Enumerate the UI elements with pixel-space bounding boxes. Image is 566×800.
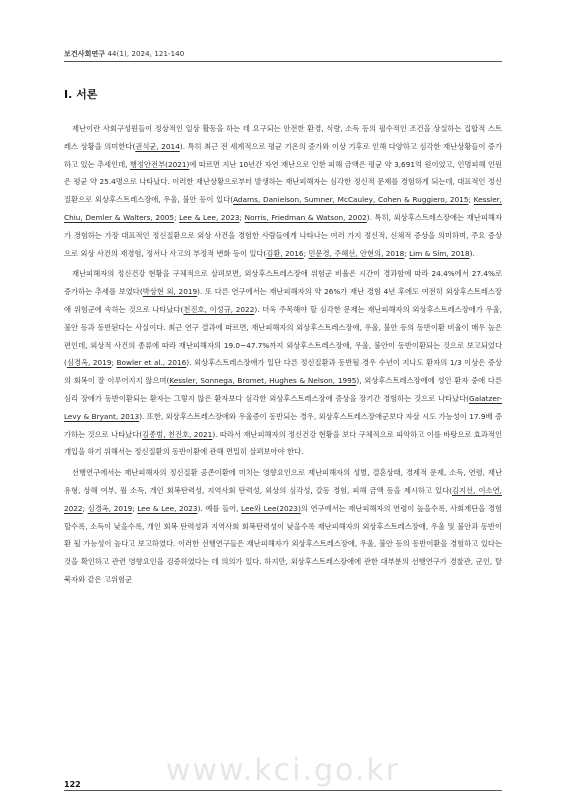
citation-link[interactable]: 김환, 2016: [266, 248, 304, 258]
text-run: ). 또한, 외상후스트레스장애와 우울증이 동반되는 경우, 외상후스트레스장애군보다 자살 시도 가능성이 17.9배 증가하는 것으로 나타났다(: [64, 411, 502, 439]
paragraph: [64, 120, 502, 262]
text-run: ;: [303, 248, 309, 258]
text-run: ). 따라서 재난피해자의 정신건강 현황을 보다 구체적으로 파악하고 이를 바탕으로 효과적인 개입을 하기 위해서는 정신질환의 동반이환에 관해 면밀히 살펴보아야 한다.: [64, 429, 502, 457]
body-text: [64, 120, 502, 592]
text-run: 재난이란 사회구성원들이 정상적인 일상 활동을 하는 데 요구되는 안전한 환경, 식량, 소득 등의 필수적인 조건을 상실하는 집합적 스트레스 상황을 의미한다(: [64, 124, 502, 151]
citation-link[interactable]: 천진호, 이성규, 2022: [183, 304, 255, 314]
footer-rule: [64, 790, 502, 791]
text-run: ). 특히 최근 전 세계적으로 평균 기온의 증가와 이상 기후로 인해 다양하고 심각한 재난상황들이 증가하고 있는 추세인데,: [64, 141, 502, 169]
text-run: ;: [132, 503, 138, 513]
text-run: ;: [239, 212, 245, 222]
citation-link[interactable]: Adams, Danielson, Sumner, McCauley, Cohen & Ruggiero, 2015: [233, 195, 469, 205]
citation-link[interactable]: Kessler, Sonnega, Bromet, Hughes & Nelson, 1995: [169, 376, 357, 386]
citation-link[interactable]: 김지선, 이소연, 2022: [64, 485, 502, 513]
citation-link[interactable]: 민문경, 주혜선, 안현의, 2018: [308, 248, 405, 258]
watermark: www.kci.go.kr: [165, 753, 401, 788]
citation-link[interactable]: Lim & Sim, 2018: [409, 248, 470, 258]
section-title: Ⅰ. 서론: [64, 88, 98, 101]
text-run: ). 특히, 외상후스트레스장애는 재난피해자가 경험하는 가장 대표적인 정신질환으로 외상 사건을 경험한 사람들에게 나타나는 여러 가지 정신적, 신체적 증상을 의미하며, 주요 증상으로 외상 사건의 재경험, 정서나 사고의 부정적 변화 등이 있다(: [64, 212, 502, 258]
text-run: ), 외상후스트레스장애에 성인 환자 중에 다른 심리 장애가 동반이환되는 환자는 그렇지 않은 환자보다 심각한 외상후스트레스장애 증상을 장기간 경험하는 것으로 나타났다(: [64, 376, 503, 403]
citation-link[interactable]: 김종범, 천진호, 2021: [142, 429, 213, 439]
text-run: ;: [468, 195, 474, 205]
journal-issue: 44(1), 2024, 121-140: [107, 50, 185, 58]
text-run: ;: [174, 212, 180, 222]
text-run: 선행연구에서는 재난피해자의 정신질환 공존이환에 미치는 영향요인으로 재난피해자의 성별, 결혼상태, 경제적 문제, 소득, 연령, 재난 유형, 상해 여부, 월 소득, 개인 회복탄력성, 지역사회 탄력성, 외상의 심각성, 갈등 경험, 피해 금액 등을 제시하고 있다(: [64, 468, 502, 495]
citation-link[interactable]: Lee와 Lee(2023): [241, 503, 301, 513]
journal-name: 보건사회연구: [64, 50, 106, 58]
text-run: 재난피해자의 정신건강 현황을 구체적으로 살펴보면, 외상후스트레스장애 위험군 비율은 시간이 경과함에 따라 24.4%에서 27.4%로 증가하는 추세를 보였다(: [64, 269, 502, 297]
citation-link[interactable]: Galatzer-Levy & Bryant, 2013: [64, 393, 502, 421]
text-run: ).: [469, 248, 475, 258]
citation-link[interactable]: 박상현 외, 2019: [142, 287, 198, 297]
text-run: ). 외상후스트레스장애가 일단 다른 정신질환과 동반될 경우 수년이 지나도 환자의 1/3 이상은 증상의 회복이 잘 이루어지지 않으며(: [64, 358, 502, 386]
citation-link[interactable]: Norris, Friedman & Watson, 2002: [244, 212, 367, 222]
text-run: 에 따르면 지난 10년간 자연 재난으로 인한 피해 금액은 평균 약 3,691억 원이었고, 인명피해 인원은 평균 약 25.4명으로 나타났다. 이러한 재난상황으로부터 발생하는 재난피해자는 심각한 정신적 문제를 경험하게 되는데, 대표적인 정신질환으로 외상후스트레스장애, 우울, 불안 등이 있다(: [64, 159, 503, 205]
text-run: ;: [111, 358, 117, 368]
running-header: [64, 49, 184, 59]
text-run: ;: [404, 248, 410, 258]
citation-link[interactable]: Kessler, Chiu, Demler & Walters, 2005: [64, 195, 503, 222]
text-run: ). 더욱 주목해야 할 심각한 문제는 재난피해자의 외상후스트레스장애가 우울, 불안 등과 동반된다는 사실이다. 최근 연구 결과에 따르면, 재난피해자의 외상후스트레스장애, 우울, 불안 등의 동반이환 비율이 매우 높은 편인데, 외상적 사건의 종류에 따라 재난피해자의 19.0~47.7%까지 외상후스트레스장애, 우울, 불안이 동반이환되는 것으로 보고되었다(: [64, 304, 503, 368]
text-run: 의 연구에서는 재난피해자의 연령이 높을수록, 사회계단을 경험할수록, 소득이 낮을수록, 개인 회복 탄력성과 지역사회 회복탄력성이 낮을수록 재난피해자의 외상후스트레스장애, 우울 및 불안과 동반이환 될 가능성이 높다고 보고하였다. 이러한 선행연구들은 재난피해자가 외상후스트레스장애, 우울, 불안 등의 동반이환을 경험하고 있다는 것을 확인하고 관련 영향요인을 검증하였다는 데 의의가 있다. 하지만, 외상후스트레스장애에 관한 대부분의 선행연구가 경찰관, 군인, 탈북자와 같은 고위험군: [64, 503, 502, 584]
citation-link[interactable]: Lee & Lee, 2023: [179, 212, 240, 222]
paragraph: [64, 464, 502, 589]
paragraph: [64, 265, 502, 461]
text-run: ). 또 다른 연구에서는 재난피해자의 약 26%가 재난 경험 4년 후에도 여전히 외상후스트레스장애 위험군에 속하는 것으로 나타났다(: [64, 287, 502, 314]
citation-link[interactable]: Bowler et al., 2016: [116, 358, 187, 368]
header-rule: [64, 61, 502, 62]
citation-link[interactable]: Lee & Lee, 2023: [137, 503, 198, 513]
page-number: 122: [64, 780, 81, 789]
citation-link[interactable]: 심경옥, 2019: [87, 503, 133, 513]
citation-link[interactable]: 권석균, 2014: [135, 141, 180, 151]
text-run: ;: [82, 503, 88, 513]
citation-link[interactable]: 심경옥, 2019: [66, 358, 112, 368]
citation-link[interactable]: 행정안전부(2021): [129, 159, 190, 169]
text-run: ). 예를 들어,: [197, 503, 242, 513]
